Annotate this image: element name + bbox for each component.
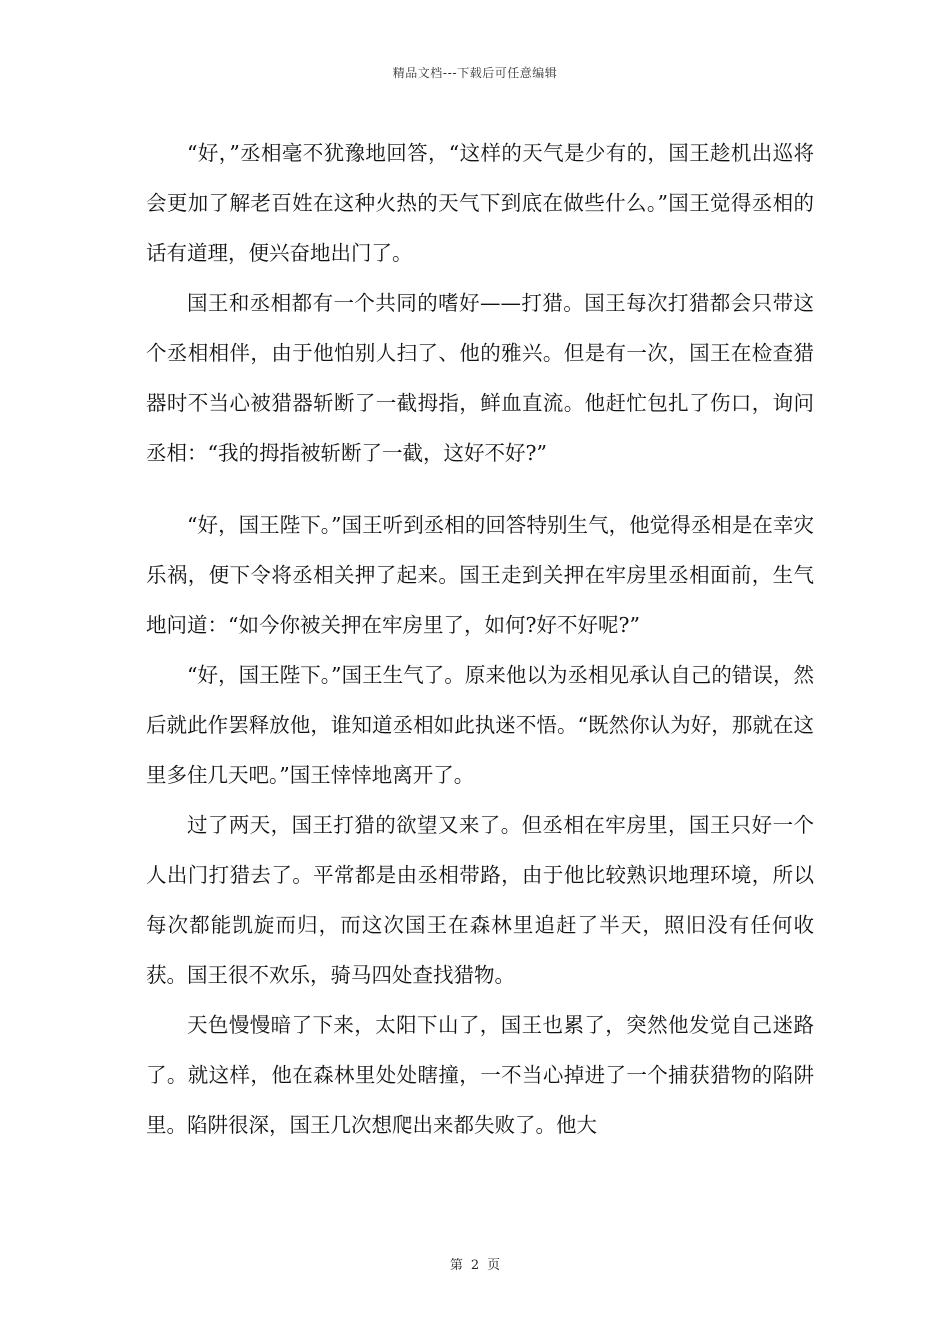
page-number-suffix: 页 (487, 1258, 501, 1273)
page-header: 精品文档---下载后可任意编辑 (392, 66, 558, 80)
paragraph-1: “好，”丞相毫不犹豫地回答，“这样的天气是少有的，国王趁机出巡将会更加了解老百姓在这种火热的天气下到底在做些什么。”国王觉得丞相的话有道理，便兴奋地出门了。 (146, 141, 814, 265)
page-footer (0, 1254, 950, 1273)
paragraph-3: “好，国王陛下。”国王听到丞相的回答特别生气，他觉得丞相是在幸灾乐祸，便下令将丞相关押了起来。国王走到关押在牢房里丞相面前，生气地问道：“如今你被关押在牢房里了，如何?好不好呢?” (146, 513, 814, 637)
paragraph-2: 国王和丞相都有一个共同的嗜好——打猎。国王每次打猎都会只带这个丞相相伴，由于他怕别人扫了、他的雅兴。但是有一次，国王在检查猎器时不当心被猎器斩断了一截拇指，鲜血直流。他赶忙包扎了伤口，询问丞相：“我的拇指被斩断了一截，这好不好?” (146, 291, 814, 465)
paragraph-4: “好，国王陛下。”国王生气了。原来他以为丞相见承认自己的错误，然后就此作罢释放他，谁知道丞相如此执迷不悟。“既然你认为好，那就在这里多住几天吧。”国王悻悻地离开了。 (146, 663, 814, 787)
paragraph-6: 天色慢慢暗了下来，太阳下山了，国王也累了，突然他发觉自己迷路了。就这样，他在森林里处处瞎撞，一不当心掉进了一个捕获猎物的陷阱里。陷阱很深，国王几次想爬出来都失败了。他大 (146, 1013, 814, 1137)
paragraph-5: 过了两天，国王打猎的欲望又来了。但丞相在牢房里，国王只好一个人出门打猎去了。平常都是由丞相带路，由于他比较熟识地理环境，所以每次都能凯旋而归，而这次国王在森林里追赶了半天，照旧没有任何收获。国王很不欢乐，骑马四处查找猎物。 (146, 813, 814, 987)
page-number: 2 (470, 1258, 480, 1273)
document-body (146, 128, 814, 1150)
page-number-prefix: 第 (449, 1258, 463, 1273)
